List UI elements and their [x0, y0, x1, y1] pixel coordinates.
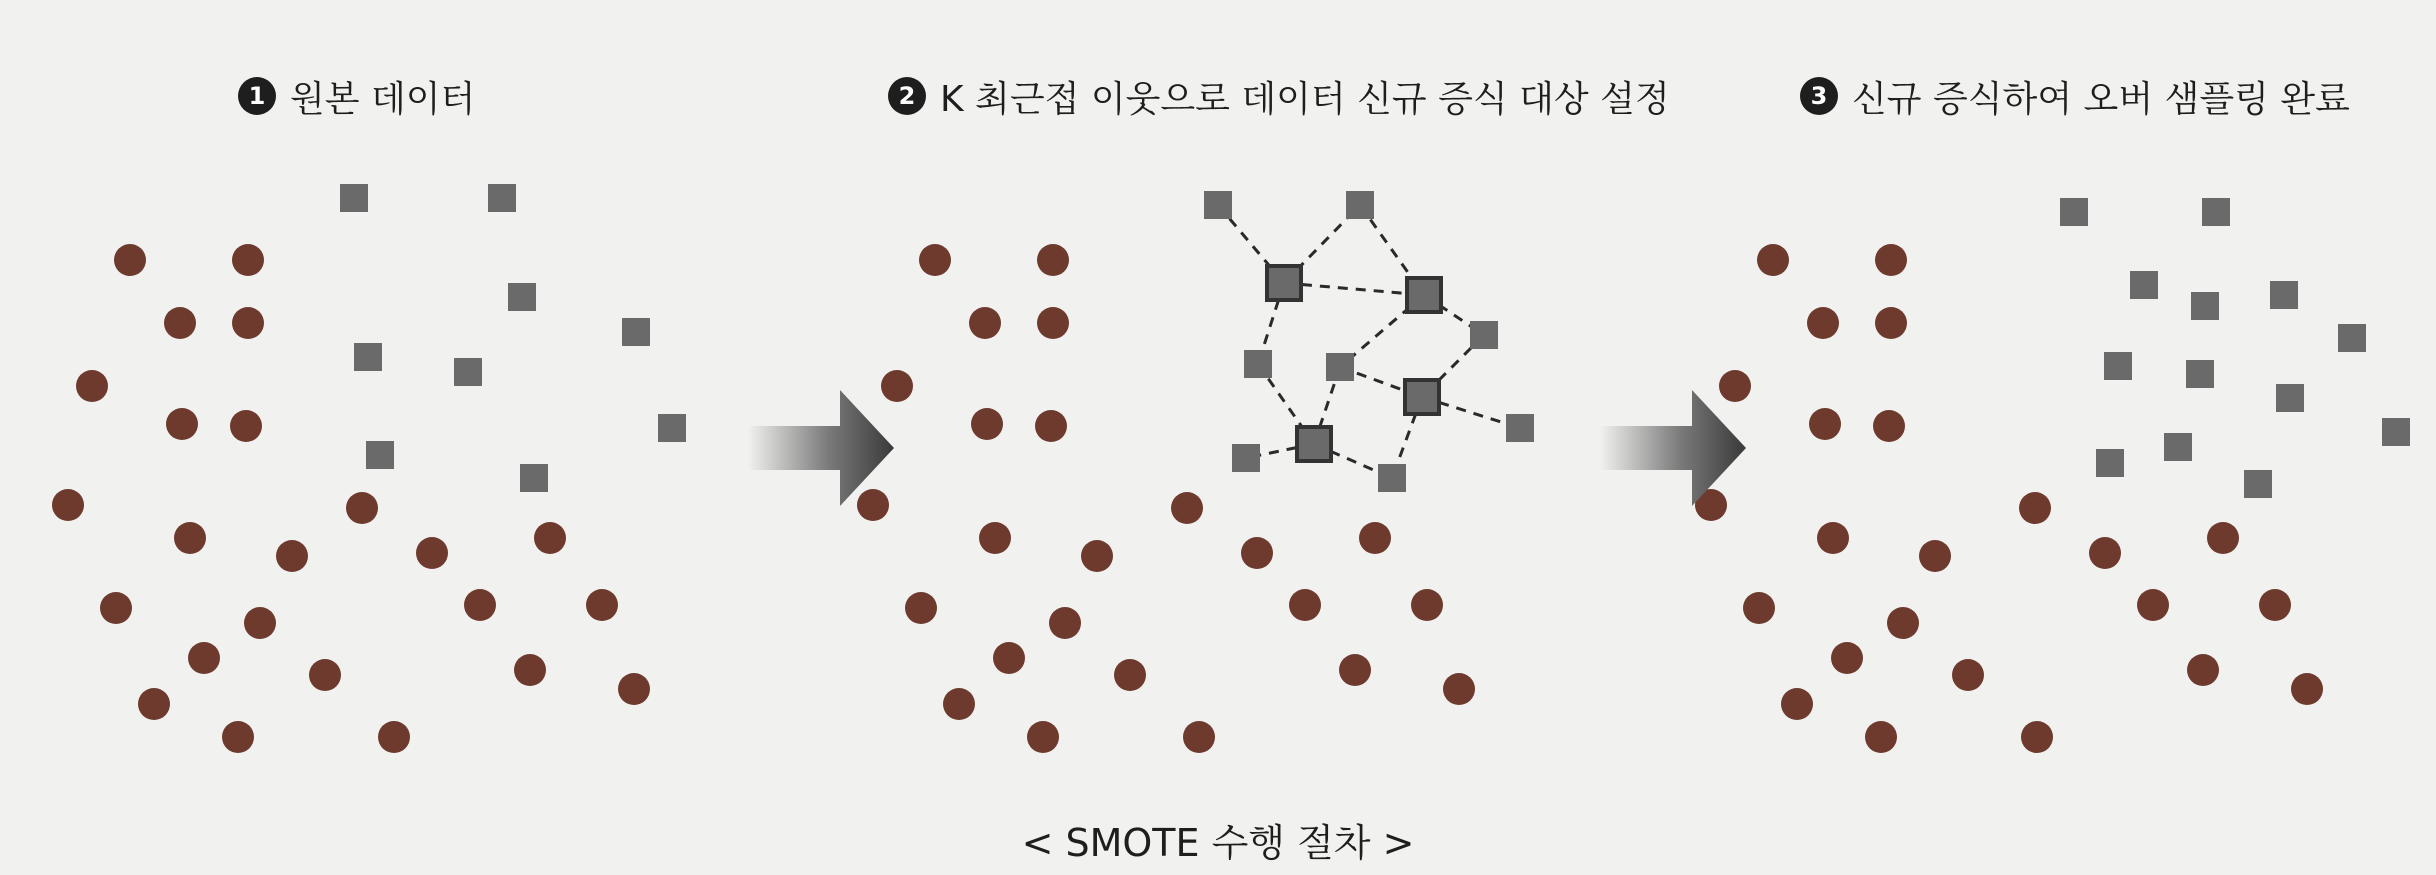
majority-point-p1-r7 — [618, 673, 650, 705]
majority-point-p3-r3 — [2207, 522, 2239, 554]
majority-point-p2-r1 — [1171, 492, 1203, 524]
majority-point-p2-r2 — [1241, 537, 1273, 569]
right-arrow-icon-1 — [748, 390, 894, 506]
majority-point-p2-8 — [857, 489, 889, 521]
majority-point-p3-11 — [1743, 592, 1775, 624]
figure-caption: < SMOTE 수행 절차 > — [1021, 821, 1415, 865]
step-1-badge: 1 — [238, 77, 276, 115]
majority-point-p3-3 — [1807, 307, 1839, 339]
minority-point-p3-9 — [2276, 384, 2304, 412]
majority-point-p2-10 — [1081, 540, 1113, 572]
majority-point-p2-16 — [1027, 721, 1059, 753]
minority-point-p2-7 — [1232, 444, 1260, 472]
majority-point-p1-1 — [114, 244, 146, 276]
knn-edge-4 — [1284, 283, 1424, 295]
majority-point-p3-13 — [1831, 642, 1863, 674]
majority-point-p3-15 — [1781, 688, 1813, 720]
minority-point-p1-5 — [354, 343, 382, 371]
step-3-badge: 3 — [1800, 77, 1838, 115]
minority-point-p3-11 — [2096, 449, 2124, 477]
minority-point-p3-1 — [2060, 198, 2088, 226]
minority-point-p2-4 — [1244, 350, 1272, 378]
majority-point-p2-17 — [1183, 721, 1215, 753]
minority-point-p2-5 — [1326, 353, 1354, 381]
panel-1-title-text: 원본 데이터 — [290, 78, 476, 120]
majority-point-p1-r3 — [534, 522, 566, 554]
minority-point-p2-2 — [1346, 191, 1374, 219]
minority-point-p3-8 — [2186, 360, 2214, 388]
majority-point-p2-4 — [1037, 307, 1069, 339]
majority-point-p1-9 — [174, 522, 206, 554]
majority-point-p3-6 — [1809, 408, 1841, 440]
minority-point-p1-7 — [658, 414, 686, 442]
minority-point-p1-4 — [622, 318, 650, 346]
majority-point-p2-6 — [971, 408, 1003, 440]
majority-point-p3-r5 — [2259, 589, 2291, 621]
minority-point-p3-4 — [2270, 281, 2298, 309]
majority-point-p3-7 — [1873, 410, 1905, 442]
knn-target-point-4 — [1297, 427, 1331, 461]
data-points — [52, 184, 2410, 753]
majority-point-p1-r4 — [464, 589, 496, 621]
majority-point-p1-4 — [232, 307, 264, 339]
majority-point-p2-2 — [1037, 244, 1069, 276]
majority-point-p3-2 — [1875, 244, 1907, 276]
minority-point-p2-8 — [1378, 464, 1406, 492]
majority-point-p1-15 — [138, 688, 170, 720]
majority-point-p3-r4 — [2137, 589, 2169, 621]
minority-point-p1-6 — [454, 358, 482, 386]
minority-point-p1-1 — [340, 184, 368, 212]
minority-point-p3-12 — [2164, 433, 2192, 461]
minority-point-p2-6 — [1506, 414, 1534, 442]
majority-point-p1-12 — [244, 607, 276, 639]
majority-point-p1-r1 — [346, 492, 378, 524]
majority-point-p1-r5 — [586, 589, 618, 621]
majority-point-p1-2 — [232, 244, 264, 276]
majority-point-p2-1 — [919, 244, 951, 276]
majority-point-p3-1 — [1757, 244, 1789, 276]
majority-point-p3-5 — [1719, 370, 1751, 402]
majority-point-p1-7 — [230, 410, 262, 442]
majority-point-p2-r3 — [1359, 522, 1391, 554]
minority-point-p3-2 — [2202, 198, 2230, 226]
majority-point-p1-13 — [188, 642, 220, 674]
majority-point-p1-17 — [378, 721, 410, 753]
step-2-badge: 2 — [888, 77, 926, 115]
majority-point-p1-5 — [76, 370, 108, 402]
majority-point-p3-14 — [1952, 659, 1984, 691]
majority-point-p2-14 — [1114, 659, 1146, 691]
majority-point-p3-10 — [1919, 540, 1951, 572]
majority-point-p2-9 — [979, 522, 1011, 554]
minority-point-p3-13 — [2244, 470, 2272, 498]
knn-target-point-1 — [1267, 266, 1301, 300]
majority-point-p3-r1 — [2019, 492, 2051, 524]
majority-point-p2-r7 — [1443, 673, 1475, 705]
majority-point-p3-r7 — [2291, 673, 2323, 705]
majority-point-p3-12 — [1887, 607, 1919, 639]
minority-point-p3-5 — [2191, 292, 2219, 320]
majority-point-p3-17 — [2021, 721, 2053, 753]
majority-point-p1-3 — [164, 307, 196, 339]
minority-point-p3-7 — [2104, 352, 2132, 380]
panel-3-title-text: 신규 증식하여 오버 샘플링 완료 — [1852, 78, 2350, 120]
minority-point-p1-2 — [488, 184, 516, 212]
majority-point-p2-12 — [1049, 607, 1081, 639]
majority-point-p1-6 — [166, 408, 198, 440]
majority-point-p1-r2 — [416, 537, 448, 569]
minority-point-p2-1 — [1204, 191, 1232, 219]
minority-point-p1-9 — [520, 464, 548, 492]
knn-target-point-2 — [1407, 278, 1441, 312]
majority-point-p3-16 — [1865, 721, 1897, 753]
majority-point-p1-8 — [52, 489, 84, 521]
majority-point-p2-15 — [943, 688, 975, 720]
majority-point-p2-11 — [905, 592, 937, 624]
minority-point-p2-3 — [1470, 321, 1498, 349]
panel-2-title-text: K 최근접 이웃으로 데이터 신규 증식 대상 설정 — [940, 78, 1670, 120]
majority-point-p1-14 — [309, 659, 341, 691]
majority-point-p2-13 — [993, 642, 1025, 674]
majority-point-p1-10 — [276, 540, 308, 572]
majority-point-p3-r2 — [2089, 537, 2121, 569]
majority-point-p3-4 — [1875, 307, 1907, 339]
majority-point-p1-16 — [222, 721, 254, 753]
minority-point-p3-10 — [2382, 418, 2410, 446]
minority-point-p1-3 — [508, 283, 536, 311]
right-arrow-icon-2 — [1600, 390, 1746, 506]
minority-point-p3-3 — [2130, 271, 2158, 299]
majority-point-p2-7 — [1035, 410, 1067, 442]
majority-point-p3-9 — [1817, 522, 1849, 554]
majority-point-p1-r6 — [514, 654, 546, 686]
majority-point-p2-5 — [881, 370, 913, 402]
majority-point-p3-r6 — [2187, 654, 2219, 686]
knn-target-point-3 — [1405, 380, 1439, 414]
majority-point-p2-r6 — [1339, 654, 1371, 686]
minority-point-p1-8 — [366, 441, 394, 469]
majority-point-p2-r5 — [1411, 589, 1443, 621]
majority-point-p1-11 — [100, 592, 132, 624]
majority-point-p2-r4 — [1289, 589, 1321, 621]
minority-point-p3-6 — [2338, 324, 2366, 352]
majority-point-p2-3 — [969, 307, 1001, 339]
